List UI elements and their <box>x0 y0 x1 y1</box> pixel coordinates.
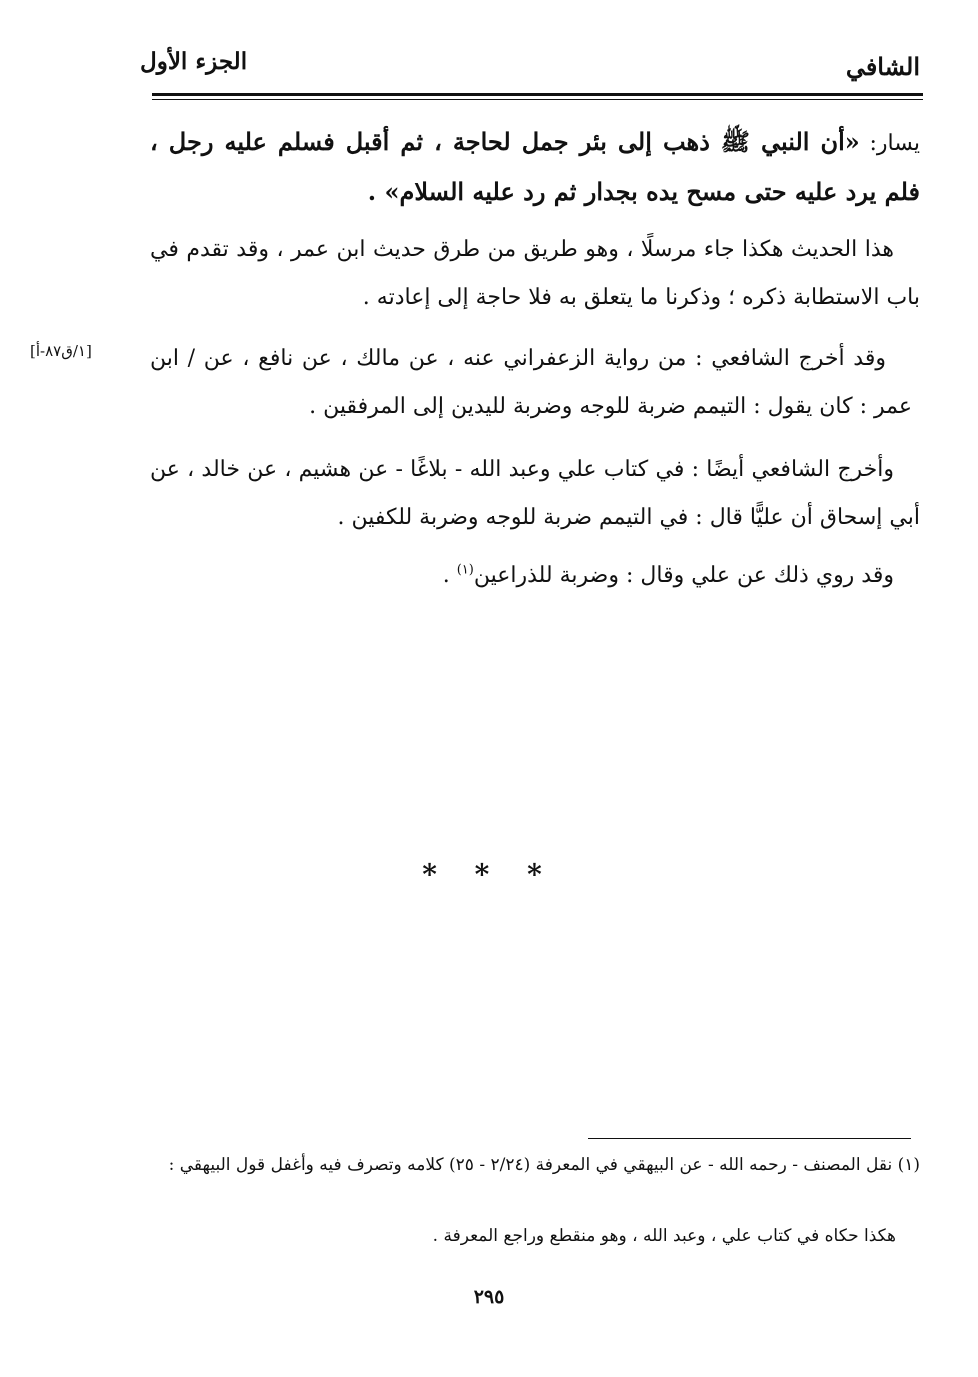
running-header-volume: الجزء الأول <box>140 48 248 75</box>
running-header-title: الشافي <box>845 52 920 81</box>
section-separator: * * * <box>422 858 556 891</box>
sentence-end: . <box>442 563 457 588</box>
narration-text-forearms: وقد روي ذلك عن علي وقال : وضربة للذراعين <box>473 563 894 588</box>
page-number: ٢٩٥ <box>473 1286 505 1308</box>
hadith-paragraph <box>150 118 920 216</box>
narration-text-shafii: وقد أخرج الشافعي : من رواية الزعفراني عنه ، عن مالك ، عن نافع ، عن / ابن عمر : كان يقول : التيمم ضربة للوجه وضربة لليدين إلى المرفقين . <box>150 346 912 419</box>
footnote-rule <box>588 1138 911 1139</box>
footnote-1: (١) نقل المصنف - رحمه الله - عن البيهقي في المعرفة (٢/٢٤ - ٢٥) كلامه وتصرف فيه وأغفل قول البيهقي : <box>168 1155 920 1175</box>
header-rule <box>152 93 923 96</box>
footnote-reference: (١) <box>456 562 474 578</box>
narration-paragraph-shafii <box>150 335 912 431</box>
footnote-1-quote <box>150 1221 920 1252</box>
footnote-quote-text: هكذا حكاه في كتاب علي ، وعبد الله ، وهو منقطع وراجع المعرفة . <box>432 1226 896 1246</box>
manuscript-folio-marker: [١/ق٨٧-أ] <box>30 342 92 360</box>
header-rule-thin <box>152 99 923 100</box>
narrator-lead: يسار: <box>859 131 920 156</box>
narration-text-ali: وأخرج الشافعي أيضًا : في كتاب علي وعبد الله - بلاغًا - عن هشيم ، عن خالد ، عن أبي إسحاق أن عليًّا قال : في التيمم ضربة للوجه وضربة للكفين . <box>150 457 920 530</box>
commentary-paragraph <box>150 226 920 322</box>
commentary-text: هذا الحديث هكذا جاء مرسلًا ، وهو طريق من طرق حديث ابن عمر ، وقد تقدم في باب الاستطابة ذكره ؛ وذكرنا ما يتعلق به فلا حاجة إلى إعادته . <box>150 237 920 310</box>
narration-paragraph-forearms <box>150 552 920 600</box>
narration-paragraph-ali <box>150 446 920 542</box>
hadith-text: «أن النبي ﷺ ذهب إلى بئر جمل لحاجة ، ثم أقبل فسلم عليه رجل ، فلم يرد عليه حتى مسح يده بجدار ثم رد عليه السلام» . <box>150 127 920 206</box>
